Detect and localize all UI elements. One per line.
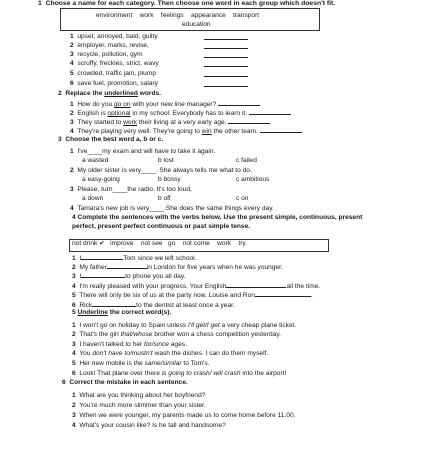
answer-blank[interactable] (218, 99, 260, 106)
word-choice[interactable]: I'll get/I get (188, 322, 220, 329)
word-choice[interactable]: that/whose (120, 331, 153, 338)
word-choice[interactable]: the same/similar (133, 360, 182, 367)
list-item: 3 They started to work their living at a very early age. (70, 117, 270, 127)
answer-blank[interactable] (249, 108, 291, 115)
word-choice[interactable]: is going to crash/ will crash (161, 370, 241, 377)
answer-blank[interactable] (92, 300, 136, 307)
answer-blank[interactable] (204, 70, 248, 77)
answer-blank[interactable] (226, 281, 286, 288)
answer-blank[interactable] (204, 60, 248, 67)
option-c[interactable]: c failed (236, 157, 257, 164)
answer-blank[interactable] (81, 271, 125, 278)
list-item: 2 My father in London for five years when he was younger. (72, 264, 283, 271)
list-item: 2 You're much more slimmer than your sister. (72, 402, 206, 409)
list-item: 6 Look! That plane over there is going to crash/ will crash into the airport! (72, 370, 287, 377)
section-4-heading-line-2: perfect, present perfect continuous or past simple tense. (72, 223, 251, 230)
list-item: 4 scruffy, freckles, strict, wavy (70, 60, 159, 67)
list-item: 6 Rick to the dentist at least once a year. (72, 302, 235, 309)
list-item: 4 You don't have to/mustn't wash the dishes. I can do them myself. (72, 350, 269, 357)
list-item: 6 save fuel, promotion, salary (70, 80, 158, 87)
option-c[interactable]: c ambitious (236, 176, 270, 183)
section-6-heading: 6 Correct the mistake in each sentence. (62, 379, 188, 386)
list-item: 3 Please, turn____the radio. It's too loud, (70, 186, 192, 193)
section-3-heading: 3 Choose the best word a, b or c. (58, 136, 164, 143)
answer-blank[interactable] (260, 126, 302, 133)
list-item: 3 I haven't talked to her for/since ages. (72, 341, 187, 348)
list-item: 4 They're playing very well. They're going to win the other team. (70, 126, 302, 136)
option-b[interactable]: b off (158, 195, 171, 202)
list-item: 2 That's the girl that/whose brother won a chess competition yesterday. (72, 331, 281, 338)
answer-blank[interactable] (204, 80, 248, 87)
list-item: 5 There will only be six of us at the party now. Louise and Ron . (72, 292, 313, 299)
section-1-heading: 1 Choose a name for each category. Then choose one word in each group which doesn't fit. (38, 0, 336, 7)
word-box-row-2: education (182, 21, 211, 28)
list-item: 3 I to phone you all day. (72, 273, 186, 280)
list-item: 4 Tamara's new job is very____.She does the same things every day. (70, 205, 274, 212)
list-item: 1 I Tom since we left school. (72, 255, 197, 262)
section-4-heading-line-1: 4 Complete the sentences with the verbs below. Use the present simple, continuous, present (72, 214, 363, 221)
answer-blank[interactable] (107, 262, 147, 269)
section-2-heading: 2 Replace the underlined words. (58, 90, 161, 97)
word-box-row: not drink ✔ improve not see go not come work try. (72, 240, 248, 247)
list-item: 1 I've____my exam and will have to take it again. (70, 148, 216, 155)
list-item: 3 When we were younger, my parents made us to come home before 11.00. (72, 412, 296, 419)
list-item: 5 Her new mobile is the same/similar to Tom's. (72, 360, 210, 367)
answer-blank[interactable] (228, 117, 270, 124)
section-5-heading: 5 Underline the correct word(s). (72, 309, 172, 316)
list-item: 4 What's your cousin like? Is he tall and handsome? (72, 422, 226, 429)
option-c[interactable]: c on (236, 195, 249, 202)
option-a[interactable]: a down (82, 195, 104, 202)
word-choice[interactable]: for/since (144, 341, 169, 348)
answer-blank[interactable] (81, 253, 123, 260)
list-item: 4 I'm really pleased with your progress. Your English all the time. (72, 283, 321, 290)
option-a[interactable]: a wasted (82, 157, 109, 164)
option-b[interactable]: b lost (158, 157, 174, 164)
option-b[interactable]: b bossy (158, 176, 181, 183)
answer-blank[interactable] (255, 290, 311, 297)
list-item: 2 My older sister is very____. She always tells me what to do. (70, 167, 252, 174)
list-item: 2 English is optional in my school. Everybody has to learn it. (70, 108, 291, 118)
word-box-row-1: environment work feelings appearance transport (96, 12, 260, 19)
answer-blank[interactable] (204, 33, 248, 40)
list-item: 1 I won't go on holiday to Spain unless I'll get/I get a very cheap plane ticket. (72, 322, 297, 329)
answer-blank[interactable] (204, 42, 248, 49)
list-item: 3 recycle, pollution, gym (70, 51, 143, 58)
list-item: 1 upset, annoyed, bald, guilty (70, 33, 158, 40)
list-item: 1 What are you thinking about her boyfriend? (72, 392, 206, 399)
option-a[interactable]: a easy-going (82, 176, 120, 183)
word-choice[interactable]: don't have to/mustn't (92, 350, 153, 357)
list-item: 2 employer, marks, revise, (70, 42, 149, 49)
list-item: 5 crowded, traffic jam, plump (70, 70, 157, 77)
list-item: 1 How do you go on with your new line manager? (70, 99, 260, 109)
answer-blank[interactable] (204, 51, 248, 58)
